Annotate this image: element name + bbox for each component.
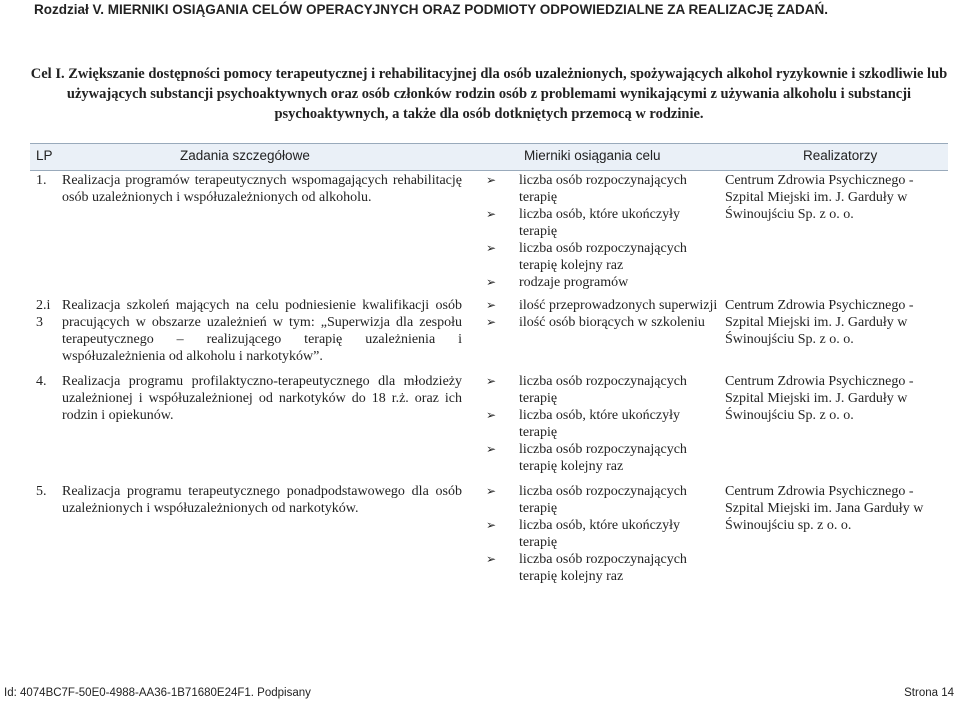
row-realizer: Centrum Zdrowia Psychicznego - Szpital Miejski im. J. Garduły w Świnoujściu Sp. z o. o. xyxy=(725,298,914,347)
row-measures xyxy=(486,483,718,585)
measure-text: liczba osób rozpoczynających terapię xyxy=(519,374,687,406)
section-heading: Rozdział V. MIERNIKI OSIĄGANIA CELÓW OPERACYJNYCH ORAZ PODMIOTY ODPOWIEDZIALNE ZA REALIZACJĘ ZADAŃ. xyxy=(34,2,829,17)
row-task: Realizacja szkoleń mających na celu podniesienie kwalifikacji osób pracujących w obszarze uzależnień w tym: „Superwizja dla zespołu terapeutycznego – realizującego terapię uzależnienia i współuzależnienia od alkoholu i narkotyków”. xyxy=(62,298,462,364)
measure-item xyxy=(486,206,718,240)
arrow-bullet-icon: ➢ xyxy=(486,442,497,456)
footer-page: Strona 14 xyxy=(904,687,954,699)
measure-text: ilość osób biorących w szkoleniu xyxy=(519,315,705,330)
measure-item xyxy=(486,483,718,517)
measure-text: liczba osób rozpoczynających terapię kolejny raz xyxy=(519,241,687,273)
row-lp: 2.i 3 xyxy=(36,298,51,330)
arrow-bullet-icon: ➢ xyxy=(486,207,497,221)
arrow-bullet-icon: ➢ xyxy=(486,173,497,187)
row-realizer: Centrum Zdrowia Psychicznego - Szpital Miejski im. Jana Garduły w Świnoujściu sp. z o. o. xyxy=(725,484,924,533)
row-realizer: Centrum Zdrowia Psychicznego - Szpital Miejski im. J. Garduły w Świnoujściu Sp. z o. o. xyxy=(725,374,914,423)
measure-text: liczba osób rozpoczynających terapię xyxy=(519,484,687,516)
measure-text: liczba osób, które ukończyły terapię xyxy=(519,207,680,239)
measure-item xyxy=(486,274,718,291)
arrow-bullet-icon: ➢ xyxy=(486,374,497,388)
arrow-bullet-icon: ➢ xyxy=(486,552,497,566)
row-task: Realizacja programów terapeutycznych wspomagających rehabilitację osób uzależnionych i współuzależnionych od alkoholu. xyxy=(62,173,462,205)
arrow-bullet-icon: ➢ xyxy=(486,484,497,498)
measure-text: ilość przeprowadzonych superwizji xyxy=(519,298,718,313)
measure-item xyxy=(486,297,718,314)
measure-item xyxy=(486,240,718,274)
row-measures xyxy=(486,172,718,291)
arrow-bullet-icon: ➢ xyxy=(486,315,497,329)
row-measures xyxy=(486,297,718,331)
row-lp: 1. xyxy=(36,173,47,188)
measure-text: liczba osób rozpoczynających terapię kolejny raz xyxy=(519,442,687,474)
header-tasks: Zadania szczegółowe xyxy=(180,148,310,163)
header-measures: Mierniki osiągania celu xyxy=(524,148,661,163)
measure-item xyxy=(486,441,718,475)
measure-text: liczba osób rozpoczynających terapię xyxy=(519,173,687,205)
measure-text: liczba osób rozpoczynających terapię kolejny raz xyxy=(519,552,687,584)
footer-id: Id: 4074BC7F-50E0-4988-AA36-1B71680E24F1. Podpisany xyxy=(4,687,311,699)
measure-text: rodzaje programów xyxy=(519,275,629,290)
measure-item xyxy=(486,551,718,585)
goal-title: Cel I. Zwiększanie dostępności pomocy terapeutycznej i rehabilitacyjnej dla osób uzależnionych, spożywających alkohol ryzykownie i szkodliwie lub używających substancji psychoaktywnych oraz osób członków rodzin osób z problemami wynikającymi z używania alkoholu i substancji psychoaktywnych, a także dla osób dotkniętych przemocą w rodzinie. xyxy=(30,66,948,122)
arrow-bullet-icon: ➢ xyxy=(486,275,497,289)
arrow-bullet-icon: ➢ xyxy=(486,241,497,255)
arrow-bullet-icon: ➢ xyxy=(486,298,497,312)
row-lp: 5. xyxy=(36,484,47,499)
measure-item xyxy=(486,172,718,206)
header-lp: LP xyxy=(36,148,53,163)
row-measures xyxy=(486,373,718,475)
row-task: Realizacja programu profilaktyczno-terapeutycznego dla młodzieży uzależnionej i współuzależnionej od narkotyków do 18 r.ż. oraz ich rodzin i opiekunów. xyxy=(62,374,462,423)
measure-text: liczba osób, które ukończyły terapię xyxy=(519,408,680,440)
arrow-bullet-icon: ➢ xyxy=(486,408,497,422)
arrow-bullet-icon: ➢ xyxy=(486,518,497,532)
measure-item xyxy=(486,314,718,331)
measure-item xyxy=(486,407,718,441)
row-task: Realizacja programu terapeutycznego ponadpodstawowego dla osób uzależnionych i współuzależnionych od narkotyków. xyxy=(62,484,462,516)
measure-text: liczba osób, które ukończyły terapię xyxy=(519,518,680,550)
measure-item xyxy=(486,373,718,407)
measure-item xyxy=(486,517,718,551)
header-realizers: Realizatorzy xyxy=(803,148,878,163)
row-lp: 4. xyxy=(36,374,47,389)
row-realizer: Centrum Zdrowia Psychicznego - Szpital Miejski im. J. Garduły w Świnoujściu Sp. z o. o. xyxy=(725,173,914,222)
table-header xyxy=(30,143,948,171)
